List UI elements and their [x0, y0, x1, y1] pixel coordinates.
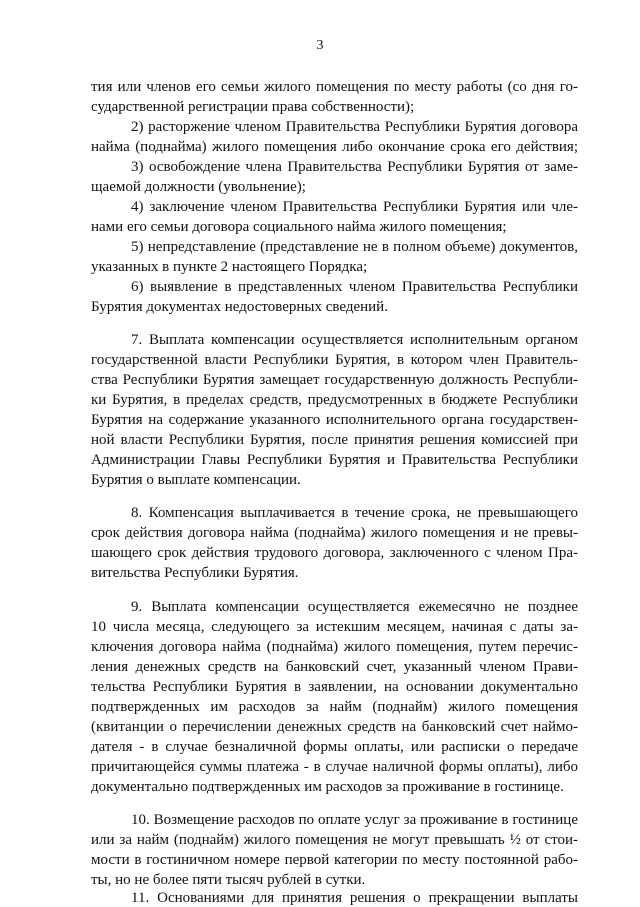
- text-line: 4) заключение членом Правительства Республики Бурятия или чле-: [131, 199, 578, 215]
- text-line: сударственной регистрации права собственности);: [91, 99, 415, 115]
- text-line: указанных в пункте 2 настоящего Порядка;: [91, 259, 368, 275]
- text-line: документально подтвержденных им расходов за проживание в гостинице.: [91, 779, 564, 795]
- text-line: тия или членов его семьи жилого помещения по месту работы (со дня го-: [91, 79, 578, 95]
- text-line: ной власти Республики Бурятия, после принятия решения комиссией при: [91, 432, 578, 448]
- text-line: 2) расторжение членом Правительства Республики Бурятия договора: [131, 119, 578, 135]
- text-line: щаемой должности (увольнение);: [91, 179, 306, 195]
- text-line: тельства Республики Бурятия в заявлении, на основании документально: [91, 679, 578, 695]
- text-line: государственной власти Республики Бурятия, в котором член Правитель-: [91, 352, 578, 368]
- text-line: 3) освобождение члена Правительства Республики Бурятия от заме-: [131, 159, 578, 175]
- text-line: шающего срок действия трудового договора, заключенного с членом Пра-: [91, 545, 578, 561]
- text-line: 11. Основаниями для принятия решения о прекращении выплаты: [131, 890, 578, 906]
- text-line: подтвержденных им расходов за найм (поднайм) жилого помещения: [91, 699, 578, 715]
- text-line: найма (поднайма) жилого помещения либо окончание срока его действия;: [91, 139, 578, 155]
- text-line: 9. Выплата компенсации осуществляется ежемесячно не позднее: [131, 599, 578, 615]
- text-line: 8. Компенсация выплачивается в течение срока, не превышающего: [131, 505, 578, 521]
- text-line: срок действия договора найма (поднайма) жилого помещения и не превы-: [91, 525, 578, 541]
- text-line: Бурятия о выплате компенсации.: [91, 472, 301, 488]
- page-number: 3: [316, 38, 324, 53]
- text-line: вительства Республики Бурятия.: [91, 565, 299, 581]
- text-line: 6) выявление в представленных членом Правительства Республики: [131, 279, 578, 295]
- text-line: ключения договора найма (поднайма) жилого помещения, путем перечис-: [91, 639, 578, 655]
- text-line: причитающейся суммы платежа - в случае наличной формы оплаты), либо: [91, 759, 578, 775]
- text-line: 10. Возмещение расходов по оплате услуг за проживание в гостинице: [131, 812, 578, 828]
- text-line: Администрации Главы Республики Бурятия и Правительства Республики: [91, 452, 578, 468]
- text-line: или за найм (поднайм) жилого помещения не могут превышать ½ от стои-: [91, 832, 578, 848]
- text-line: дателя - в случае безналичной формы оплаты, или расписки о передаче: [91, 739, 578, 755]
- text-line: Бурятия на содержание указанного исполнительного органа государствен-: [91, 412, 578, 428]
- text-line: ления денежных средств на банковский счет, указанный членом Прави-: [91, 659, 578, 675]
- text-line: ства Республики Бурятия замещает государственную должность Республи-: [91, 372, 578, 388]
- text-line: 5) непредставление (представление не в полном объеме) документов,: [131, 239, 578, 255]
- text-line: Бурятия документах недостоверных сведений.: [91, 299, 388, 315]
- text-line: мости в гостиничном номере первой категории по месту постоянной рабо-: [91, 852, 578, 868]
- text-line: (квитанции о перечислении денежных средств на банковский счет наймо-: [91, 719, 578, 735]
- text-line: ты, но не более пяти тысяч рублей в сутки.: [91, 872, 366, 888]
- text-line: ки Бурятия, в пределах средств, предусмотренных в бюджете Республики: [91, 392, 578, 408]
- text-line: нами его семьи договора социального найма жилого помещения;: [91, 219, 507, 235]
- text-line: 7. Выплата компенсации осуществляется исполнительным органом: [131, 332, 578, 348]
- text-line: 10 числа месяца, следующего за истекшим месяцем, начиная с даты за-: [91, 619, 578, 635]
